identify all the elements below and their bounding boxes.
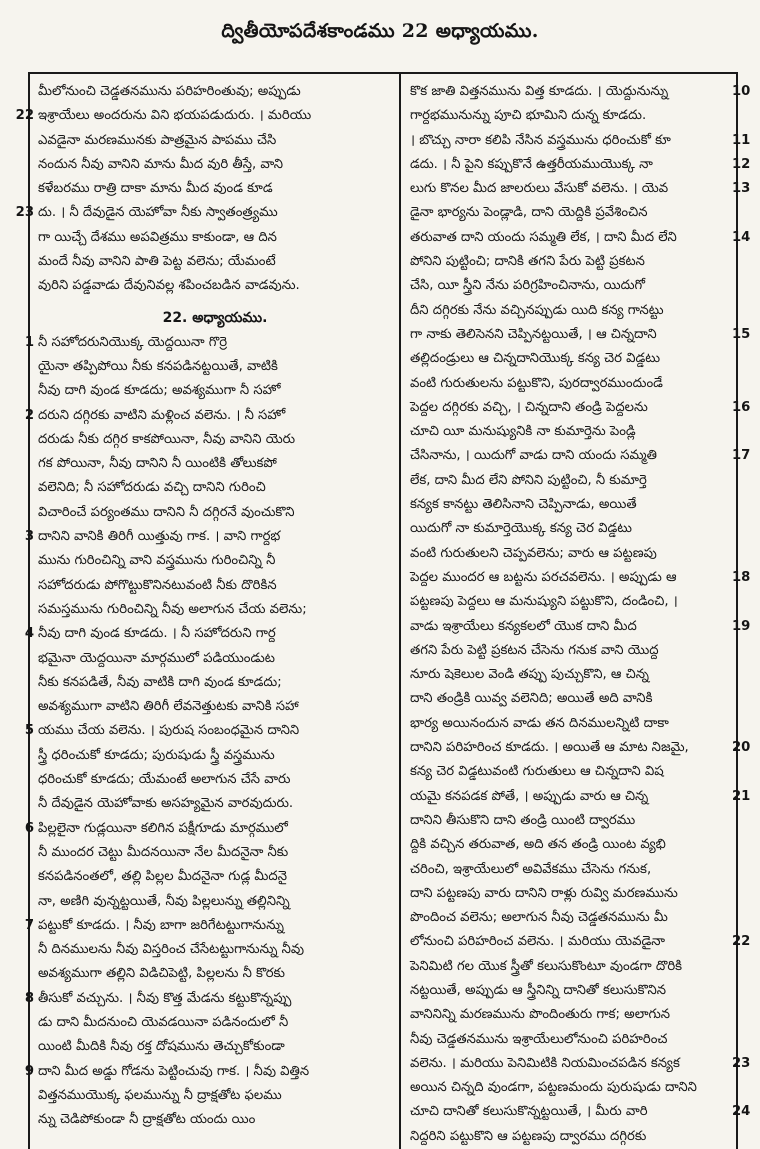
line-text: పెనిమిటి గల యొక స్త్రీతో కలుసుకొంటూ వుండగా దొరికి xyxy=(410,958,683,974)
line-text: మందే నీవు వానిని పాతి పెట్ట వలెను; యేమంటే xyxy=(38,254,276,270)
text-line xyxy=(410,1003,728,1027)
text-line xyxy=(38,153,392,177)
verse-number: 2 xyxy=(24,407,34,423)
line-text: మీలోనుంచి చెడ్డతనమును పరిహరింతువు; అప్పుడు xyxy=(38,84,301,99)
line-text: కన్య చెర విడ్డటువంటి గురుతులు ఆ చిన్నదాని విష xyxy=(410,764,664,780)
text-line xyxy=(38,768,392,792)
text-line xyxy=(24,719,392,743)
line-text: పట్టుకో కూడదు. । నీవు బాగా జరిగేటట్టుగానున్ను xyxy=(38,917,284,933)
line-text: సహోదరుడు పోగొట్టుకొనినటువంటి నీకు దొరికిన xyxy=(38,577,277,593)
text-line xyxy=(38,177,392,201)
verse-number: 23 xyxy=(15,205,34,221)
line-text: తల్లిదండ్రులు ఆ చిన్నదానియొక్క కన్య చెర విడ్డటు xyxy=(410,351,661,367)
text-line xyxy=(24,622,392,646)
verse-number: 19 xyxy=(732,618,751,634)
verse-number: 5 xyxy=(24,723,34,739)
line-text: న్ను చెడిపోకుండా నీ ద్రాక్షతోట యందు యిం xyxy=(38,1112,256,1128)
line-text: అయిన చిన్నది వుండగా, పట్టణమందు పురుషుడు దానిని xyxy=(410,1080,697,1096)
line-text: నీ దేవుడైన యెహోవాకు అసహ్యమైన వారవుదురు. xyxy=(38,796,294,812)
line-text: దానిని పరిహరించ కూడదు. । అయితే ఆ మాట నిజమై, xyxy=(410,740,689,756)
text-line xyxy=(38,1108,392,1132)
chapter-heading: 22. అధ్యాయము. xyxy=(162,309,268,326)
line-text: దరుని దగ్గిరకు వాటిని మళ్లించ వలెను. । నీ సహో xyxy=(38,407,286,423)
text-line xyxy=(410,493,728,517)
line-text: నూరు షెకెలుల వెండి తప్పు పుచ్చుకొని, ఆ చిన్న xyxy=(410,667,649,683)
line-text: దానిని తీసుకొని దాని తండ్రి యింటి ద్వారము xyxy=(410,812,636,828)
line-text: భార్య అయినందున వాడు తన దినములన్నిటి దాకా xyxy=(410,715,669,731)
text-line xyxy=(410,566,751,590)
line-text: దాని పట్టణపు వారు దానిని రాళ్లు రువ్వి మరణమును xyxy=(410,885,678,901)
line-text: చరించి, ఇశ్రాయేలులో అవివేకము చేసెను గనుక, xyxy=(410,861,652,877)
line-text: కనపడినంతలో, తల్లి పిల్లల మీదనైనా గుడ్ల మీదనై xyxy=(38,869,287,885)
text-line xyxy=(410,1028,728,1052)
line-text: దాని మీద అడ్డు గోడను పెట్టించువు గాక. । నీవు విత్తిన xyxy=(38,1063,310,1079)
verse-number: 23 xyxy=(732,1055,751,1071)
verse-number: 8 xyxy=(24,990,34,1006)
left-column xyxy=(15,80,392,1132)
text-line xyxy=(410,1076,728,1100)
verse-number: 1 xyxy=(24,334,34,350)
line-text: పోనిని పుట్టించి; దానికి తగని పేరు పెట్టి ప్రకటన xyxy=(410,254,645,270)
line-text: లేక, దాని మీద లేని పోనిని పుట్టించి, నీ కుమార్తె xyxy=(410,472,647,488)
verse-number: 4 xyxy=(24,626,34,642)
text-line xyxy=(410,1125,728,1149)
line-text: నీవు దాగి వుండ కూడదు. । నీ సహోదరుని గార్ద xyxy=(38,626,276,642)
verse-number: 7 xyxy=(24,917,34,933)
line-text: ధరించుకో కూడదు; యేమంటే అలాగున చేసే వారు xyxy=(38,772,291,788)
text-line xyxy=(38,962,392,986)
text-line xyxy=(38,890,392,914)
text-line xyxy=(38,428,392,452)
line-text: ద్దికి వచ్చిన తరువాత, అది తన తండ్రి యింట వ్యభి xyxy=(410,837,666,853)
text-line xyxy=(24,525,392,549)
text-line xyxy=(24,914,392,938)
line-text: పట్టణపు పెద్దలు ఆ మనుష్యుని పట్టుకొని, దండించి, । xyxy=(410,594,678,610)
verse-number: 11 xyxy=(732,132,751,148)
line-text: దాని తండ్రికి యివ్వ వలెనిది; అయితే అది వానికి xyxy=(410,691,653,707)
verse-number: 9 xyxy=(24,1063,34,1079)
text-line xyxy=(410,347,728,371)
line-text: పెద్దల దగ్గిరకు వచ్చి, । చిన్నదాని తండ్రి పెద్దలను xyxy=(410,399,648,415)
line-text: స్త్రీ ధరించుకో కూడదు; పురుషుడు స్త్రీ వస్త్రమును xyxy=(38,747,275,763)
line-text: మును గురించిన్ని వాని వస్త్రమును గురించిన్ని నీ xyxy=(38,553,276,569)
text-frame xyxy=(15,72,751,1149)
line-text: విచారించే పర్యంతము దానిని నీ దగ్గిరనే వుంచుకొని xyxy=(38,504,295,520)
line-text: ఎవడైనా మరణమునకు పాత్రమైన పాపము చేసి xyxy=(38,132,277,148)
line-text: దానిని వానికి తిరిగీ యిత్తువు గాక. । వాని గార్దభ xyxy=(38,529,281,545)
text-line xyxy=(15,201,392,225)
verse-number: 10 xyxy=(732,84,751,99)
text-line xyxy=(38,379,392,403)
text-line xyxy=(410,129,751,153)
line-text: చేసినాను, । యిదుగో వాడు దాని యందు సమ్మతి xyxy=(410,448,657,464)
line-text: వంటి గురుతులను పట్టుకొని, పురద్వారముందుండే xyxy=(410,375,663,391)
text-line xyxy=(38,549,392,573)
column-divider xyxy=(399,74,401,1149)
text-line xyxy=(410,1100,751,1124)
line-text: నా, అణిగి వున్నట్టయితే, నీవు పిల్లలున్ను తల్లినిన్ని xyxy=(38,893,290,909)
text-line xyxy=(410,201,728,225)
line-text: యిదుగో నా కుమార్తెయొక్క కన్య చెర విడ్డటు xyxy=(410,521,632,537)
line-text: దు. । నీ దేవుడైన యెహోవా నీకు స్వాతంత్ర్యము xyxy=(38,205,278,221)
page-title: ద్వితీయోపదేశకాండము 22 అధ్యాయము. xyxy=(221,19,539,42)
line-text: నీ దినములను నీవు విస్తరించ చేసేటట్టుగానున్ను నీవు xyxy=(38,942,305,958)
text-line xyxy=(410,663,728,687)
text-line xyxy=(410,882,728,906)
page-header xyxy=(12,10,748,56)
line-text: డదు. । నీ పైని కప్పుకొనే ఉత్తరీయముయొక్క నా xyxy=(410,156,653,172)
text-line xyxy=(38,129,392,153)
text-line xyxy=(410,615,751,639)
line-text: యము చేయ వలెను. । పురుష సంబంధమైన దానిని xyxy=(38,723,300,739)
verse-number: 22 xyxy=(732,934,751,950)
text-line xyxy=(24,331,392,355)
text-line xyxy=(410,760,728,784)
text-line xyxy=(38,574,392,598)
line-text: నట్టయితే, అప్పుడు ఆ స్త్రీనిన్ని దానితో కలుసుకొనిన xyxy=(410,982,666,998)
line-text: చేసి, యీ స్త్రీని నేను పరిగ్రహించినాను, యిదుగో xyxy=(410,278,646,294)
line-text: తగని పేరు పెట్టి ప్రకటన చేసెను గనుక వాని యొద్ద xyxy=(410,642,659,658)
line-text: సమస్తమును గురించిన్ని నీవు అలాగున చేయ వలెను; xyxy=(38,601,307,617)
line-text: చూచి దానితో కలుసుకొన్నట్టయితే, । మీరు వారి xyxy=(410,1104,648,1120)
line-text: డైనా భార్యను పెండ్లాడి, దాని యెద్దికి ప్రవేశించిన xyxy=(410,205,648,221)
text-line xyxy=(410,858,728,882)
line-text: పెద్దల ముందర ఆ బట్టను పరచవలెను. । అప్పుడు ఆ xyxy=(410,569,677,585)
line-text: భమైనా యెద్దయినా మార్గములో పడియుండుట xyxy=(38,650,275,666)
line-text: పిల్లలైనా గుడ్లయినా కలిగిన పక్షీగూడు మార్గములో xyxy=(38,820,288,836)
verse-number: 17 xyxy=(732,448,751,464)
line-text: విత్తనముయొక్క ఫలమున్ను నీ ద్రాక్షతోట ఫలము xyxy=(38,1087,282,1103)
text-line xyxy=(410,639,728,663)
text-line xyxy=(38,452,392,476)
text-line xyxy=(410,420,728,444)
line-text: । బొచ్చు నారా కలిపి నేసిన వస్త్రమును ధరించుకో కూ xyxy=(410,132,671,148)
line-text: యమై కనపడక పోతే, । అప్పుడు వారు ఆ చిన్న xyxy=(410,788,649,804)
text-line xyxy=(38,1011,392,1035)
line-text: గార్దభమునున్ను పూచి భూమిని దున్న కూడదు. xyxy=(410,108,647,124)
text-line xyxy=(410,396,751,420)
line-text: చూచి యీ మనుష్యునికి నా కుమార్తెను పెండ్లి xyxy=(410,424,636,440)
verse-number: 12 xyxy=(732,156,751,172)
text-line xyxy=(410,687,728,711)
line-text: దీని దగ్గిరకు నేను వచ్చినప్పుడు యిది కన్య గానట్టు xyxy=(410,302,664,318)
line-text: డు దాని మీదనుంచి యెవడయినా పడినందులో నీ xyxy=(38,1014,289,1030)
line-text: వానినిన్ని మరణమును పొందింతురు గాక; అలాగున xyxy=(410,1007,671,1023)
text-line xyxy=(24,817,392,841)
line-text: నీవు దాగి వుండ కూడదు; అవశ్యముగా నీ సహో xyxy=(38,383,281,399)
text-line xyxy=(24,987,392,1011)
line-text: యింటి మీదికి నీవు రక్త దోషమును తెచ్చుకోకుండా xyxy=(38,1039,285,1055)
line-text: అవశ్యముగా తల్లిని విడిచిపెట్టి, పిల్లలను నీ కొరకు xyxy=(38,966,285,982)
text-line xyxy=(410,177,751,201)
text-line xyxy=(410,299,728,323)
text-line xyxy=(15,104,392,128)
line-text: పొందించ వలెను; అలాగున నీవు చెడ్డతనమును మీ xyxy=(410,910,668,926)
text-line xyxy=(410,372,728,396)
line-text: నందున నీవు వానిని మాను మీద వురి తీస్తే, వాని xyxy=(38,156,284,172)
text-line xyxy=(410,1052,751,1076)
line-text: గా యిచ్చే దేశము అపవిత్రము కాకుండా, ఆ దిన xyxy=(38,229,277,245)
text-line xyxy=(38,792,392,816)
text-line xyxy=(410,444,751,468)
text-line xyxy=(38,647,392,671)
verse-number: 16 xyxy=(732,399,751,415)
verse-number: 14 xyxy=(732,229,751,245)
line-text: నీ సహోదరునియొక్క యెద్దయినా గొర్రె xyxy=(38,334,228,350)
text-line xyxy=(410,153,751,177)
line-text: వలెనిది; నీ సహోదరుడు వచ్చి దానిని గురించి xyxy=(38,480,266,496)
verse-number: 15 xyxy=(732,326,751,342)
text-line xyxy=(38,501,392,525)
text-line xyxy=(410,250,728,274)
text-line xyxy=(410,979,728,1003)
line-text: నీకు కనపడితే, నీవు వాటికి దాగి వుండ కూడదు; xyxy=(38,674,282,690)
line-text: వలెను. । మరియు పెనిమిటికి నియమించపడిన కన్యక xyxy=(410,1055,680,1071)
text-line xyxy=(410,542,728,566)
verse-number: 21 xyxy=(732,788,751,804)
text-line xyxy=(410,930,751,954)
line-text: వురిని పడ్డవాడు దేవునివల్ల శపించబడిన వాడవును. xyxy=(38,278,300,294)
line-text: గా నాకు తెలిసెనని చెప్పినట్టయితే, । ఆ చిన్నదాని xyxy=(410,326,657,342)
line-text: కొక జాతి విత్తనమును విత్త కూడదు. । యెద్దునున్ను xyxy=(410,84,669,99)
verse-number: 18 xyxy=(732,569,751,585)
text-line xyxy=(410,274,728,298)
text-line xyxy=(38,1035,392,1059)
line-text: వాడు ఇశ్రాయేలు కన్యకలలో యొక దాని మీద xyxy=(410,618,637,634)
line-text: లోనుంచి పరిహరించ వలెను. । మరియు యెవడైనా xyxy=(410,934,665,950)
verse-number: 3 xyxy=(24,529,34,545)
text-line xyxy=(410,323,751,347)
line-text: కన్యక కానట్టు తెలిసినాని చెప్పినాడు, అయితే xyxy=(410,497,637,513)
text-line xyxy=(410,833,728,857)
text-line xyxy=(38,695,392,719)
line-text: తరువాత దాని యందు సమ్మతి లేక, । దాని మీద లేని xyxy=(410,229,677,245)
text-line xyxy=(38,476,392,500)
text-line xyxy=(24,1060,392,1084)
text-line xyxy=(410,80,751,104)
text-line xyxy=(38,355,392,379)
line-text: దరుడు నీకు దగ్గిర కాకపోయినా, నీవు వానిని యెరు xyxy=(38,431,296,447)
text-line xyxy=(410,785,751,809)
text-line xyxy=(410,736,751,760)
verse-number: 6 xyxy=(24,820,34,836)
line-text: నీవు చెడ్డతనమును ఇశ్రాయేలులోనుంచి పరిహరించ xyxy=(410,1031,668,1047)
text-line xyxy=(38,598,392,622)
line-text: లుగు కొనల మీద జాలరులు వేసుకో వలెను. । యెవ xyxy=(410,181,669,197)
line-text: కళేబరము రాత్రి దాకా మాను మీద వుండ కూడ xyxy=(38,181,273,197)
book-page xyxy=(12,10,751,1144)
text-line xyxy=(38,865,392,889)
text-line xyxy=(38,274,392,298)
line-text: తీసుకో వచ్చును. । నీవు కొత్త మేడను కట్టుకొన్నప్పు xyxy=(38,990,292,1006)
text-line xyxy=(410,469,728,493)
text-line xyxy=(24,404,392,428)
text-line xyxy=(38,841,392,865)
line-text: యైనా తప్పిపోయి నీకు కనపడినట్టయితే, వాటికి xyxy=(38,358,278,374)
verse-number: 24 xyxy=(732,1104,751,1120)
text-line xyxy=(38,250,392,274)
line-text: వంటి గురుతులని చెప్పవలెను; వారు ఆ పట్టణపు xyxy=(410,545,657,561)
text-line xyxy=(410,809,728,833)
text-line xyxy=(410,226,751,250)
text-line xyxy=(38,938,392,962)
text-line xyxy=(410,712,728,736)
line-text: ఇశ్రాయేలు అందరును విని భయపడుదురు. । మరియు xyxy=(38,108,312,124)
line-text: గక పోయినా, నీవు దానిని నీ యింటికి తోలుకపో xyxy=(38,456,277,472)
text-line xyxy=(410,906,728,930)
text-line xyxy=(38,671,392,695)
text-line xyxy=(410,104,728,128)
verse-number: 22 xyxy=(15,108,34,124)
line-text: అవశ్యముగా వాటిని తిరిగీ లేవనెత్తుటకు వానికి సహా xyxy=(38,699,299,715)
line-text: నిద్దరిని పట్టుకొని ఆ పట్టణపు ద్వారము దగ్గిరకు xyxy=(410,1128,647,1144)
text-line xyxy=(38,744,392,768)
text-line xyxy=(410,955,728,979)
text-line xyxy=(38,226,392,250)
text-line xyxy=(410,517,728,541)
text-line xyxy=(410,590,728,614)
verse-number: 13 xyxy=(732,181,751,197)
verse-number: 20 xyxy=(732,740,751,756)
text-line xyxy=(38,80,392,104)
right-column xyxy=(410,80,751,1149)
text-line xyxy=(38,1084,392,1108)
line-text: నీ ముందర చెట్టు మీదనయినా నేల మీదనైనా నీకు xyxy=(38,844,289,860)
